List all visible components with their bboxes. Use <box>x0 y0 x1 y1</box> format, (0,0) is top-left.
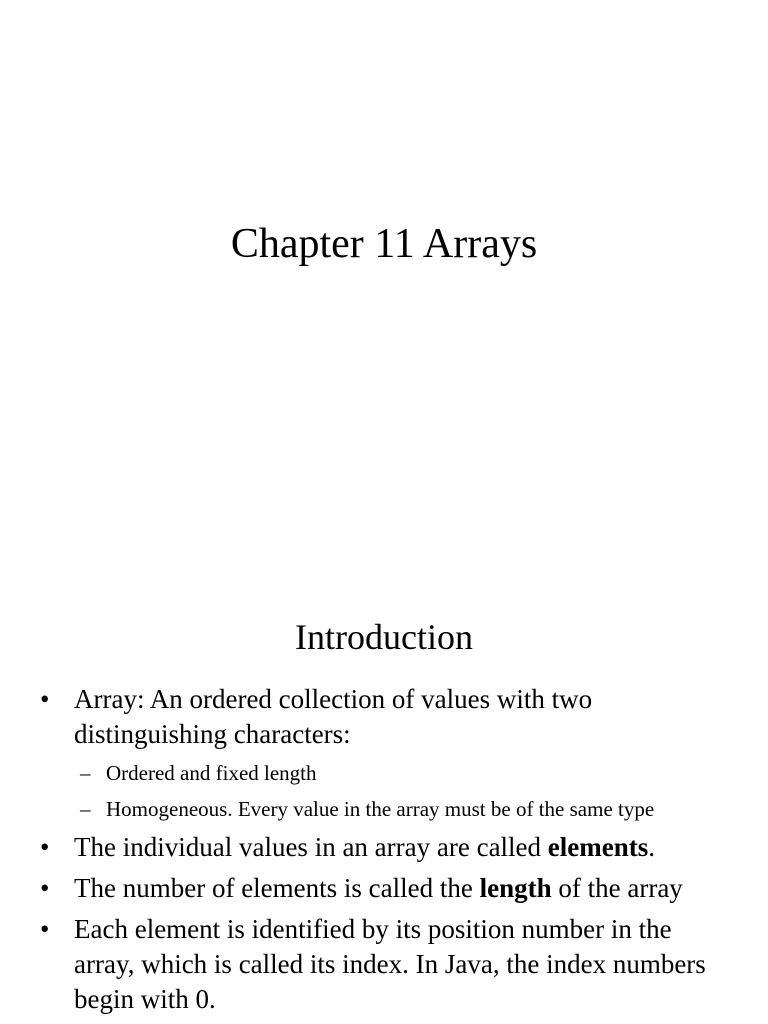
bullet-elements <box>40 830 730 865</box>
sub-bullet-ordered <box>40 758 730 789</box>
bullet-text-post: of the array <box>551 873 683 903</box>
bullet-array-definition <box>40 682 730 752</box>
bullet-length <box>40 871 730 906</box>
bullet-dot-icon: • <box>40 914 50 944</box>
chapter-title: Chapter 11 Arrays <box>230 221 538 267</box>
sub-bullet-text: Homogeneous. Every value in the array must be of the same type <box>106 797 655 821</box>
slide-introduction <box>0 512 768 1024</box>
bullet-text-pre: The number of elements is called the <box>74 873 480 903</box>
bullet-dot-icon: • <box>40 684 50 714</box>
bullet-text: Each element is identified by its position number in the array, which is called its index. In Java, the index numbers begin with 0. <box>74 914 706 1014</box>
sub-bullet-text: Ordered and fixed length <box>106 761 317 785</box>
bullet-dot-icon: • <box>40 832 50 862</box>
dash-icon: – <box>80 797 91 821</box>
introduction-title: Introduction <box>295 617 473 657</box>
sub-bullet-homogeneous <box>40 794 730 825</box>
bullet-dot-icon: • <box>40 873 50 903</box>
dash-icon: – <box>80 761 91 785</box>
bullet-index <box>40 912 730 1017</box>
bullet-text-bold: elements <box>547 832 649 862</box>
bullet-text-post: . <box>648 832 656 862</box>
bullet-list <box>40 682 730 1023</box>
bullet-text-pre: The individual values in an array are called <box>74 832 548 862</box>
sub-bullet-list <box>40 758 730 825</box>
bullet-text-bold: length <box>479 873 552 903</box>
bullet-text: Array: An ordered collection of values with two distinguishing characters: <box>74 684 593 749</box>
